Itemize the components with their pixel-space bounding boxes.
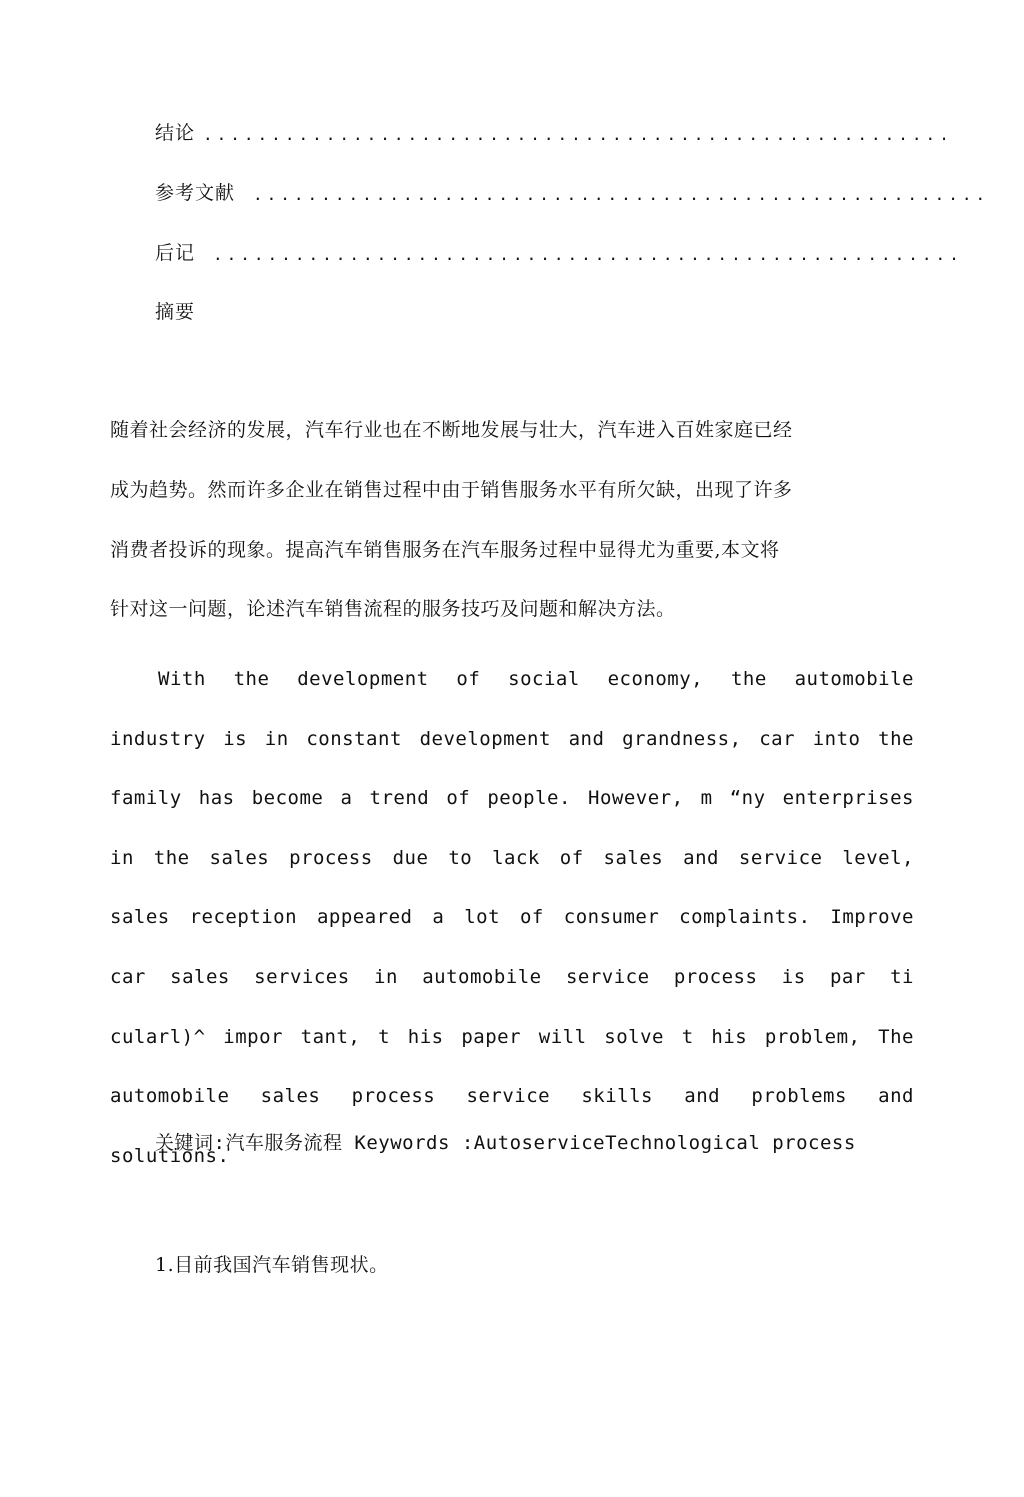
section-heading: 1.目前我国汽车销售现状。 <box>155 1254 389 1276</box>
abstract-cn-line: 消费者投诉的现象。提高汽车销售服务在汽车服务过程中显得尤为重要,本文将 <box>110 539 780 561</box>
abstract-cn-line: 针对这一问题，论述汽车销售流程的服务技巧及问题和解决方法。 <box>110 598 676 620</box>
toc-entry-afterword[interactable] <box>155 235 963 265</box>
abstract-heading: 摘要 <box>155 301 196 323</box>
toc-label: 后记 <box>155 242 196 264</box>
abstract-english: With the development of social economy, the automobile industry is in constant development and grandness, car into the family has become a trend of people. However, m “ny enterprises in the sales process due to lack of sales and service level, sales reception appeared a lot of consumer complaints. Improve car sales services in automobile service process is par ti cularl)^ impor tant, t his paper will solve t his problem, The automobile sales process service skills and problems and solutions. <box>110 668 914 1167</box>
toc-label: 参考文献 <box>155 182 236 204</box>
toc-leader-dots: ....................................................... <box>203 125 953 144</box>
toc-entry-references[interactable] <box>155 175 990 205</box>
keywords-line: 关键词:汽车服务流程 Keywords :AutoserviceTechnological process <box>155 1132 856 1154</box>
toc-label: 结论 <box>155 122 196 144</box>
toc-leader-dots: ...................................................... <box>253 185 990 204</box>
toc-entry-conclusion[interactable] <box>155 115 953 145</box>
abstract-cn-line: 随着社会经济的发展，汽车行业也在不断地发展与壮大，汽车进入百姓家庭已经 <box>110 419 793 441</box>
abstract-cn-line: 成为趋势。然而许多企业在销售过程中由于销售服务水平有所欠缺，出现了许多 <box>110 479 793 501</box>
toc-leader-dots: ....................................................... <box>213 245 963 264</box>
